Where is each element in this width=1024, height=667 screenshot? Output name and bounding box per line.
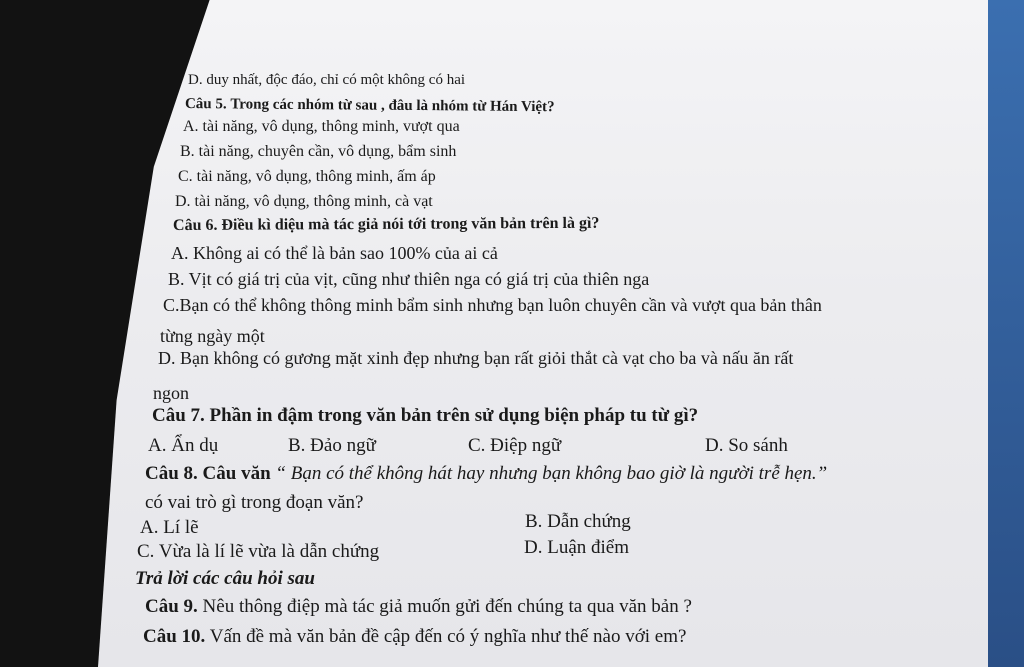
q5-text: Trong các nhóm từ sau , đâu là nhóm từ Hán Việt?	[230, 96, 555, 116]
q5-option-b: B. tài năng, chuyên cần, vô dụng, bẩm sinh	[180, 143, 457, 160]
q9-label: Câu 9.	[145, 596, 198, 617]
q8-question	[145, 463, 827, 485]
q8-option-d: D. Luận điểm	[524, 537, 630, 558]
q8-quote: “ Bạn có thể không hát hay nhưng bạn không bao giờ là người trễ hẹn.”	[275, 463, 828, 484]
q10-text: Vấn đề mà văn bản đề cập đến có ý nghĩa như thế nào với em?	[209, 626, 687, 647]
q6-option-c: C.Bạn có thể không thông minh bẩm sinh nhưng bạn luôn chuyên cần và vượt qua bản thân	[163, 295, 822, 315]
q6-option-c-cont: từng ngày một	[160, 326, 265, 346]
q6-label: Câu 6.	[172, 216, 218, 234]
q7-question	[152, 405, 698, 427]
q8-option-a: A. Lí lẽ	[140, 517, 199, 538]
q8-option-c: C. Vừa là lí lẽ vừa là dẫn chứng	[137, 541, 380, 562]
q8-label: Câu 8. Câu văn	[145, 463, 271, 484]
q6-option-d-cont: ngon	[153, 383, 189, 403]
q6-option-d: D. Bạn không có gương mặt xinh đẹp nhưng bạn rất giỏi thắt cà vạt cho ba và nấu ăn rất	[158, 348, 794, 368]
q6-option-b: B. Vịt có giá trị của vịt, cũng như thiên nga có giá trị của thiên nga	[168, 269, 650, 289]
q5-question	[185, 96, 555, 116]
q7-label: Câu 7.	[152, 405, 205, 426]
q6-question	[173, 215, 599, 235]
q8-question-cont: có vai trò gì trong đoạn văn?	[145, 492, 364, 513]
q9-text: Nêu thông điệp mà tác giả muốn gửi đến chúng ta qua văn bản ?	[202, 596, 692, 617]
q5-option-d: D. tài năng, vô dụng, thông minh, cà vạt	[175, 193, 433, 210]
q5-option-a: A. tài năng, vô dụng, thông minh, vượt qua	[183, 118, 460, 135]
section-heading	[135, 568, 315, 590]
q6-option-a: A. Không ai có thể là bản sao 100% của ai cả	[171, 243, 498, 263]
q4-option-d: D. duy nhất, độc đáo, chỉ có một không có hai	[188, 72, 466, 88]
q9-question	[145, 596, 692, 618]
q5-label: Câu 5.	[184, 96, 227, 113]
q5-option-c: C. tài năng, vô dụng, thông minh, ấm áp	[178, 168, 436, 185]
q8-option-b: B. Dẫn chứng	[525, 511, 631, 532]
q7-text: Phần in đậm trong văn bản trên sử dụng biện pháp tu từ gì?	[209, 405, 699, 426]
q7-option-d: D. So sánh	[705, 435, 788, 456]
section-heading-text: Trả lời các câu hỏi sau	[135, 568, 315, 589]
q10-label: Câu 10.	[143, 626, 206, 647]
q7-option-b: B. Đảo ngữ	[288, 435, 376, 456]
q10-question	[143, 626, 686, 648]
q7-option-a: A. Ẩn dụ	[148, 435, 219, 456]
q7-option-c: C. Điệp ngữ	[468, 435, 562, 456]
q6-text: Điều kì diệu mà tác giả nói tới trong văn bản trên là gì?	[221, 214, 600, 234]
